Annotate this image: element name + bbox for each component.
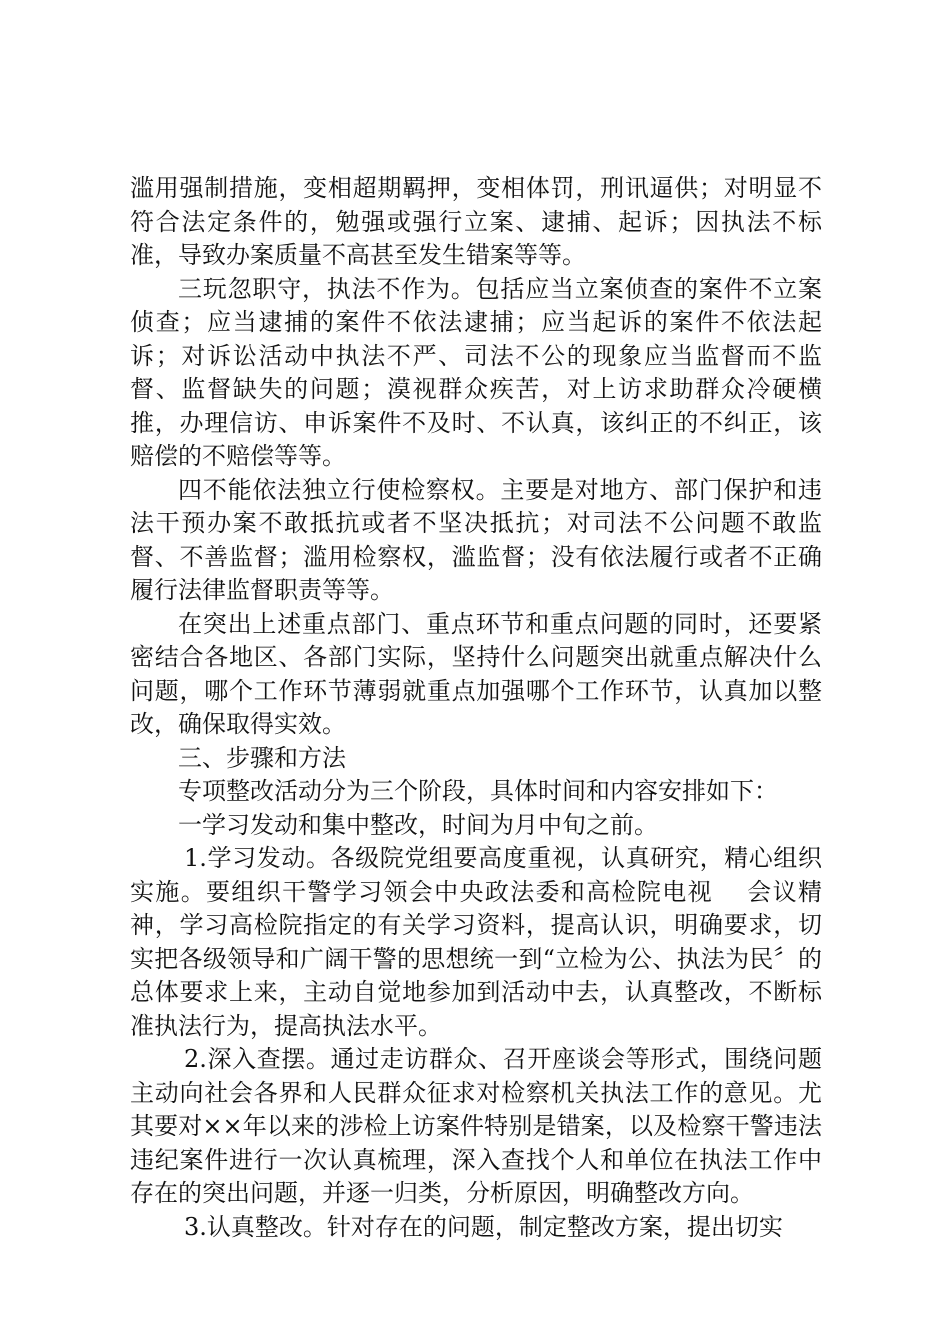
section-heading-steps-and-methods: 三、步骤和方法 bbox=[178, 743, 346, 772]
paragraph-focus-on-key-problems: 在突出上述重点部门、重点环节和重点问题的同时，还要紧密结合各地区、各部门实际，坚持什么问题突出就重点解决什么问题，哪个工作环节薄弱就重点加强哪个工作环节，认真加以整改，确保取得实效。 bbox=[130, 609, 822, 738]
paragraph-item-in-depth-review: 2.深入查摆。通过走访群众、召开座谈会等形式，围绕问题主动向社会各界和人民群众征求对检察机关执法工作的意见。尤其要对××年以来的涉检上访案件特别是错案，以及检察干警违法违纪案件进行一次认真梳理，深入查找个人和单位在执法工作中存在的突出问题，并逐一归类，分析原因，明确整改方向。 bbox=[130, 1045, 822, 1207]
paragraph-abuse-of-coercive-measures: 滥用强制措施，变相超期羁押，变相体罚，刑讯逼供；对明显不符合法定条件的，勉强或强行立案、逮捕、起诉；因执法不标准，导致办案质量不高甚至发生错案等等。 bbox=[130, 174, 822, 269]
paragraph-independent-procuratorial-power: 四不能依法独立行使检察权。主要是对地方、部门保护和违法干预办案不敢抵抗或者不坚决抵抗；对司法不公问题不敢监督、不善监督；滥用检察权，滥监督；没有依法履行或者不正确履行法律监督职责等等。 bbox=[130, 475, 822, 604]
paragraph-stage-one: 一学习发动和集中整改，时间为月中旬之前。 bbox=[178, 810, 658, 839]
document-body bbox=[130, 172, 822, 1244]
paragraph-dereliction-of-duty: 三玩忽职守，执法不作为。包括应当立案侦查的案件不立案侦查；应当逮捕的案件不依法逮捕；应当起诉的案件不依法起诉；对诉讼活动中执法不严、司法不公的现象应当监督而不监督、监督缺失的问题；漠视群众疾苦，对上访求助群众冷硬横推，办理信访、申诉案件不及时、不认真，该纠正的不纠正，该赔偿的不赔偿等等。 bbox=[130, 274, 822, 470]
paragraph-three-stages-intro: 专项整改活动分为三个阶段，具体时间和内容安排如下： bbox=[178, 777, 778, 805]
paragraph-item-study-mobilization: 1.学习发动。各级院党组要高度重视，认真研究，精心组织实施。要组织干警学习领会中央政法委和高检院电视 会议精神，学习高检院指定的有关学习资料，提高认识，明确要求，切实把各级领导和广阔干警的思想统一到“立检为公、执法为民〞的总体要求上来，主动自觉地参加到活动中去，认真整改，不断标准执法行为，提高执法水平。 bbox=[130, 844, 822, 1040]
paragraph-item-rectification: 3.认真整改。针对存在的问题，制定整改方案，提出切实 bbox=[184, 1212, 783, 1241]
